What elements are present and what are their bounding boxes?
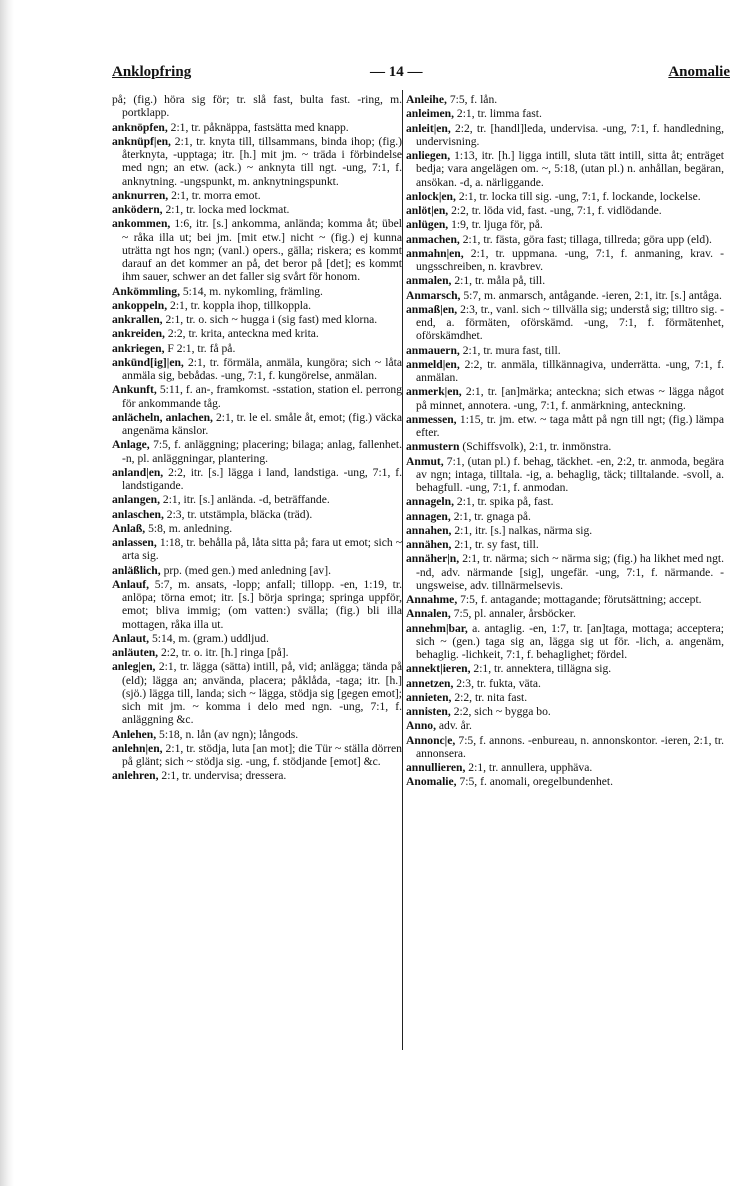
dictionary-entry <box>406 190 724 203</box>
dictionary-entry <box>406 303 724 343</box>
entry-definition: 2:1, tr. knyta till, tillsammans, binda ihop; (fig.) återknyta, -upptaga; itr. [h.] mit jm. ~ träda i förbindelse med ngn; an etw. (ack.) ~ anknyta till ngt. -ung, 7:1, f. anknytning. -ungspunkt, m. anknytningspunkt. <box>122 134 402 188</box>
entry-definition: adv. år. <box>438 719 472 733</box>
entry-headword: Anlaut, <box>112 631 150 645</box>
dictionary-entry <box>112 522 402 535</box>
dictionary-entry <box>406 455 724 495</box>
entry-definition: 2:3, tr. fukta, väta. <box>456 676 541 690</box>
dictionary-entry <box>112 769 402 782</box>
entry-headword: Anlauf, <box>112 577 150 591</box>
entry-headword: Ankömmling, <box>112 284 180 298</box>
entry-headword: annähen, <box>406 538 452 551</box>
entry-headword: Annalen, <box>406 607 451 621</box>
entry-headword: anlock|en, <box>406 189 456 203</box>
entry-definition: 7:5, f. anomali, oregelbundenhet. <box>459 775 614 789</box>
entry-definition: prp. (med gen.) med anledning [av]. <box>163 563 331 577</box>
entry-definition: 2:1, tr. morra emot. <box>171 188 261 202</box>
dictionary-entry <box>406 122 724 149</box>
entry-definition: 2:1, itr. [s.] nalkas, närma sig. <box>454 523 593 537</box>
entry-definition: 2:2, tr. nita fast. <box>454 690 528 704</box>
column-divider <box>402 90 403 1050</box>
entry-definition: 2:1, tr. locka till sig. -ung, 7:1, f. lockande, lockelse. <box>458 189 701 203</box>
entry-definition: 2:2, itr. [s.] lägga i land, landstiga. -ung, 7:1, f. landstigande. <box>122 465 402 492</box>
entry-definition: 2:2, tr. [handl]leda, undervisa. -ung, 7:1, f. handledning, undervisning. <box>416 121 724 148</box>
entry-headword: anland|en, <box>112 465 164 479</box>
dictionary-entry <box>112 299 402 312</box>
dictionary-entry <box>112 632 402 645</box>
dictionary-entry <box>406 385 724 412</box>
dictionary-entry <box>112 564 402 577</box>
entry-definition: 2:2, tr. o. itr. [h.] ringa [på]. <box>160 646 289 659</box>
dictionary-entry <box>112 342 402 355</box>
entry-headword: Anno, <box>406 719 436 733</box>
dictionary-entry <box>406 107 724 120</box>
dictionary-entry <box>406 524 724 537</box>
entry-headword: Anmarsch, <box>406 288 461 302</box>
entry-definition: 7:5, f. annons. -enbureau, n. annonskontor. -ieren, 2:1, tr. annonsera. <box>416 733 724 760</box>
entry-definition: 5:14, m. (gram.) uddljud. <box>151 631 269 645</box>
dictionary-entry <box>112 121 402 134</box>
entry-headword: Anleihe, <box>406 93 447 106</box>
entry-definition: 2:1, tr. [an]märka; anteckna; sich etwas ~ lägga något på minnet, annotera. -ung, 7:1, f. anmärkning, anteckning. <box>416 385 724 412</box>
dictionary-entry <box>406 358 724 385</box>
entry-headword: Anmut, <box>406 454 444 468</box>
dictionary-entry <box>406 93 724 106</box>
entry-definition: 7:1, (utan pl.) f. behag, täckhet. -en, 2:2, tr. anmoda, begära av ngn; intaga, tilltala. -ig, a. behaglig, täck; tilltalande. -svoll, a. behagfull. -ung, 7:1, f. anmodan. <box>416 454 724 494</box>
entry-headword: anlangen, <box>112 493 160 507</box>
entry-headword: annullieren, <box>406 761 466 774</box>
entry-headword: ankünd[ig]|en, <box>112 355 184 369</box>
entry-headword: Anlehen, <box>112 727 157 741</box>
entry-headword: Anomalie, <box>406 775 457 789</box>
entry-headword: anmerk|en, <box>406 385 462 399</box>
entry-headword: annageln, <box>406 495 454 509</box>
entry-headword: annieten, <box>406 690 452 704</box>
dictionary-entry <box>112 660 402 726</box>
entry-headword: Anlage, <box>112 438 150 452</box>
entry-headword: anmauern, <box>406 343 460 357</box>
dictionary-entry <box>406 510 724 523</box>
entry-headword: anläßlich, <box>112 563 161 577</box>
dictionary-entry <box>406 607 724 620</box>
dictionary-entry <box>406 761 724 774</box>
entry-headword: anleit|en, <box>406 121 451 135</box>
page-header <box>112 64 730 88</box>
dictionary-entry <box>112 466 402 493</box>
dictionary-entry <box>112 508 402 521</box>
entry-headword: anknurren, <box>112 188 169 202</box>
entry-definition: 2:1, tr. le el. småle åt, emot; (fig.) väcka angenäma känslor. <box>122 410 402 437</box>
entry-headword: anlügen, <box>406 218 449 232</box>
entry-definition: 5:18, n. lån (av ngn); långods. <box>159 727 299 741</box>
entry-definition: 2:1, tr. stödja, luta [an mot]; die Tür ~ ställa dörren på glänt; sich ~ stödja sig. -ung, f. stödjande [emot] &c. <box>122 741 402 768</box>
entry-headword: anmahn|en, <box>406 246 464 260</box>
entry-definition: 2:2, tr. krita, anteckna med krita. <box>167 327 319 341</box>
dictionary-entry <box>406 289 724 302</box>
entry-definition: 2:1, tr. sy fast, till. <box>454 538 539 551</box>
dictionary-entry <box>406 677 724 690</box>
entry-headword: Annonc|e, <box>406 733 456 747</box>
dictionary-entry <box>112 578 402 631</box>
dictionary-entry <box>112 536 402 563</box>
entry-definition: 2:1, tr. o. sich ~ hugga i (sig fast) med klorna. <box>165 313 378 326</box>
dictionary-entry <box>112 327 402 340</box>
entry-definition: 5:11, f. an-, framkomst. -sstation, station el. perrong för ankommande tåg. <box>122 383 402 410</box>
entry-definition: 2:1, tr. annullera, upphäva. <box>468 761 593 774</box>
entry-headword: anmustern <box>406 440 460 454</box>
entry-headword: anliegen, <box>406 149 451 162</box>
dictionary-entry <box>112 217 402 283</box>
right-column <box>406 93 724 790</box>
entry-definition: 2:1, itr. [s.] anlända. -d, beträffande. <box>162 493 330 507</box>
page-number: — 14 — <box>370 64 423 80</box>
entry-definition: 2:2, tr. anmäla, tillkännagiva, underrätta. -ung, 7:1, f. anmälan. <box>416 357 724 384</box>
entry-headword: anleg|en, <box>112 660 156 674</box>
dictionary-entry <box>406 274 724 287</box>
entry-definition: 7:5, pl. annaler, årsböcker. <box>453 607 576 621</box>
entry-definition: 1:15, tr. jm. etw. ~ taga mått på ngn till ngt; (fig.) lämpa efter. <box>416 412 724 439</box>
entry-definition: 5:7, m. anmarsch, antågande. -ieren, 2:1, itr. [s.] antåga. <box>463 288 722 302</box>
entry-headword: annetzen, <box>406 676 454 690</box>
entry-definition: 5:8, m. anledning. <box>148 521 233 535</box>
entry-headword: ankoppeln, <box>112 298 168 312</box>
entry-definition: 2:1, tr. spika på, fast. <box>456 495 554 509</box>
entry-headword: annagen, <box>406 509 451 523</box>
dictionary-entry <box>112 356 402 383</box>
dictionary-entry <box>112 411 402 438</box>
entry-headword: annekt|ieren, <box>406 662 471 676</box>
dictionary-entry <box>112 493 402 506</box>
dictionary-entry <box>112 135 402 188</box>
dictionary-entry <box>406 719 724 732</box>
entry-definition: a. antaglig. -en, 1:7, tr. [an]taga, mottaga; acceptera; sich ~ (gen.) taga sig an, lägga sig ut för. -lich, a. angenäm, behaglig. -lichkeit, 7:1, f. behaglighet; fördel. <box>416 621 724 661</box>
dictionary-entry <box>112 93 402 120</box>
entry-definition: 7:5, f. lån. <box>449 93 498 106</box>
dictionary-entry <box>112 438 402 465</box>
left-column <box>112 93 402 784</box>
entry-definition: 2:1, tr. lägga (sätta) intill, på, vid; anlägga; tända på (eld); lägga an; använda, placera; påklåda, -taga; itr. [h.] (sjö.) lägga till, landa; sich ~ lägga, stödja sig [gegen emot]; sich mit jm. ~ komma i delo med ngn. -ung, 7:1, f. anläggning &c. <box>122 660 402 727</box>
entry-headword: anmaß|en, <box>406 302 458 316</box>
entry-headword: anlaschen, <box>112 507 164 521</box>
entry-definition: 2:1, tr. gnaga på. <box>453 509 531 523</box>
entry-definition: 1:9, tr. ljuga för, på. <box>451 218 543 232</box>
dictionary-entry <box>406 247 724 274</box>
dictionary-entry <box>406 775 724 788</box>
entry-definition: 2:1, tr. limma fast. <box>456 107 542 121</box>
entry-definition: 5:14, m. nykomling, främling. <box>182 284 323 298</box>
dictionary-entry <box>112 313 402 326</box>
dictionary-entry <box>406 233 724 246</box>
dictionary-entry <box>112 203 402 216</box>
entry-headword: ankrallen, <box>112 313 163 326</box>
entry-definition: 2:1, tr. närma; sich ~ närma sig; (fig.) ha likhet med ngt. -nd, adv. närmande [sig], ungefär. -ung, 7:1, f. närmande. -ungsweise, adv. tillnärmelsevis. <box>416 552 725 592</box>
entry-definition: 2:1, tr. locka med lockmat. <box>165 203 290 216</box>
dictionary-entry <box>112 285 402 298</box>
dictionary-entry <box>406 662 724 675</box>
dictionary-entry <box>112 383 402 410</box>
header-first-word: Anklopfring <box>112 64 192 80</box>
entry-headword: ankommen, <box>112 217 171 231</box>
entry-headword: anleimen, <box>406 107 454 121</box>
dictionary-entry <box>406 705 724 718</box>
entry-definition: 1:18, tr. behålla på, låta sitta på; fara ut emot; sich ~ arta sig. <box>122 536 402 563</box>
entry-definition: 2:1, tr. fästa, göra fast; tillaga, tillreda; göra upp (eld). <box>462 232 712 246</box>
dictionary-entry <box>406 538 724 551</box>
entry-headword: Ankunft, <box>112 383 157 397</box>
entry-headword: anlöt|en, <box>406 204 449 217</box>
dictionary-entry <box>406 552 724 592</box>
entry-definition: 2:2, tr. löda vid, fast. -ung, 7:1, f. vidlödande. <box>451 204 662 217</box>
entry-definition: 2:1, tr. koppla ihop, tillkoppla. <box>170 298 312 312</box>
entry-definition: 2:1, tr. uppmana. -ung, 7:1, f. anmaning, krav. -ungsschreiben, n. kravbrev. <box>416 246 724 273</box>
entry-headword: Annahme, <box>406 593 458 606</box>
entry-headword: anmeld|en, <box>406 357 460 371</box>
dictionary-entry <box>406 734 724 761</box>
dictionary-entry <box>406 413 724 440</box>
entry-headword: anmalen, <box>406 274 452 288</box>
entry-headword: anläuten, <box>112 646 159 659</box>
dictionary-entry <box>112 189 402 202</box>
header-last-word: Anomalie <box>668 64 730 80</box>
dictionary-entry <box>406 218 724 231</box>
entry-definition: 2:1, tr. annektera, tillägna sig. <box>473 662 612 676</box>
entry-headword: anknöpfen, <box>112 120 168 134</box>
entry-headword: annäher|n, <box>406 552 460 566</box>
entry-definition: (Schiffsvolk), 2:1, tr. inmönstra. <box>462 440 612 454</box>
entry-definition: 2:1, tr. förmäla, anmäla, kungöra; sich ~ låta anmäla sig, bebådas. -ung, 7:1, f. kungörelse, anmälan. <box>122 355 402 382</box>
entry-definition: 1:13, itr. [h.] ligga intill, sluta tätt intill, sitta åt; enträget bedja; vara angelägen om. ~, 5:18, (utan pl.) n. anhållan, begäran, ansökan. -d, a. närliggande. <box>416 149 724 189</box>
entry-definition: 7:5, f. anläggning; placering; bilaga; anlag, fallenhet. -n, pl. anläggningar, plantering. <box>122 438 402 465</box>
dictionary-entry <box>406 622 724 662</box>
dictionary-entry <box>406 204 724 217</box>
dictionary-entry <box>406 691 724 704</box>
entry-definition: 5:7, m. ansats, -lopp; anfall; tillopp. -en, 1:19, tr. anlöpa; törna emot; itr. [s.] börja springa; springa uppför, emot; bliva immig; (om vatten:) svälla; (fig.) bli illa mottagen, råka illa ut. <box>122 577 402 631</box>
entry-headword: ankreiden, <box>112 327 165 341</box>
dictionary-entry <box>112 742 402 769</box>
dictionary-entry <box>112 728 402 741</box>
entry-definition: 2:1, tr. påknäppa, fastsätta med knapp. <box>170 120 349 134</box>
entry-headword: annisten, <box>406 705 451 718</box>
dictionary-entry <box>112 646 402 659</box>
entry-headword: annehm|bar, <box>406 621 468 635</box>
entry-definition: 2:1, tr. mura fast, till. <box>462 343 561 357</box>
dictionary-entry <box>406 344 724 357</box>
dictionary-entry <box>406 149 724 189</box>
entry-definition: 2:3, tr., vanl. sich ~ tillvälla sig; understå sig; tilltro sig. -end, a. förmäten, oförskämd. -ung, 7:1, f. förmätenhet, oförskämdhet. <box>416 302 724 343</box>
entry-definition: 7:5, f. antagande; mottagande; förutsättning; accept. <box>460 593 702 606</box>
entry-headword: anlassen, <box>112 536 157 549</box>
entry-definition: 2:3, tr. utstämpla, bläcka (träd). <box>166 507 313 521</box>
dictionary-entry <box>406 440 724 453</box>
dictionary-entry <box>406 495 724 508</box>
entry-headword: anlächeln, anlachen, <box>112 410 213 424</box>
dictionary-entry <box>406 593 724 606</box>
entry-definition: F 2:1, tr. få på. <box>167 341 236 355</box>
entry-headword: anködern, <box>112 203 163 216</box>
entry-definition: 2:2, sich ~ bygga bo. <box>453 705 551 718</box>
entry-headword: anlehn|en, <box>112 741 163 755</box>
entry-headword: ankriegen, <box>112 341 165 355</box>
entry-headword: anmessen, <box>406 412 457 426</box>
entry-headword: Anlaß, <box>112 521 146 535</box>
entry-definition: 2:1, tr. undervisa; dressera. <box>161 769 287 783</box>
entry-definition: 2:1, tr. måla på, till. <box>454 274 546 288</box>
entry-definition: på; (fig.) höra sig för; tr. slå fast, bulta fast. -ring, m. portklapp. <box>112 93 402 120</box>
entry-definition: 1:6, itr. [s.] ankomma, anlända; komma åt; übel ~ råka illa ut; bei jm. [mit etw.] nicht ~ (fig.) ej kunna uträtta ngt hos ngn; (vanl.) opers., gälla; riskera; es kommt darauf an det kommer an på, det beror på [det]; es kommt ihm sauer, schwer an det faller sig svårt för honom. <box>122 217 402 284</box>
scan-edge-shadow <box>0 0 14 1186</box>
entry-headword: anknüpf|en, <box>112 134 171 148</box>
entry-headword: anlehren, <box>112 769 159 783</box>
entry-headword: anmachen, <box>406 232 460 246</box>
entry-headword: annahen, <box>406 523 452 537</box>
